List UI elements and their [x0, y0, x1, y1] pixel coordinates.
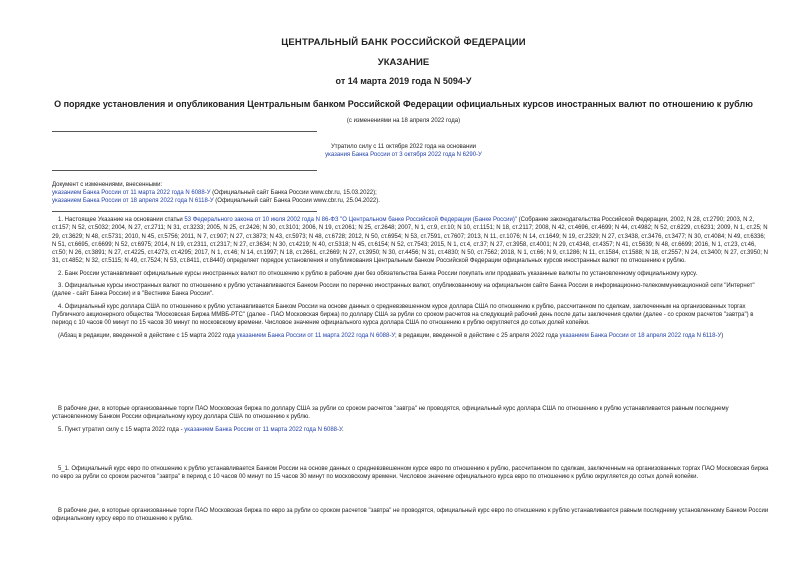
changes-item: указанием Банка России от 11 марта 2022 года N 6088-У (Официальный сайт Банка России www.cbr.ru, 15.03.2022); — [52, 190, 377, 196]
issuer-heading: ЦЕНТРАЛЬНЫЙ БАНК РОССИЙСКОЙ ФЕДЕРАЦИИ — [281, 37, 526, 48]
document-date-number: от 14 марта 2019 года N 5094-У — [335, 76, 472, 86]
status-link[interactable]: указания Банка России от 3 октября 2022 года N 6290-У — [325, 152, 482, 158]
changes-link-2[interactable]: указанием Банка России от 18 апреля 2022 года N 6118-У — [52, 198, 214, 204]
note-link-1[interactable]: указанием Банка России от 11 марта 2022 года N 6088-У — [236, 332, 396, 339]
paragraph-5-1: 5_1. Официальный курс евро по отношению к рублю устанавливается Банком России на основе данных о средневзвешенном курсе евро по отношению к рублю, рассчитанном по сделкам, заключенным на организованных торгах ПАО Московская биржа по евро за рубли со сроком расчетов "завтра" в период с 10 часов 00 минут по 15 часов 30 минут по московскому времени. Числовое значение официального курса евро по отношению к рублю округляется до сотых долей копейки. — [52, 466, 769, 481]
status-text: Утратило силу с 11 октября 2022 года на основании — [330, 144, 477, 150]
main-text-upper — [52, 216, 770, 340]
law-link[interactable]: 53 Федерального закона от 10 июля 2002 года N 86-ФЗ "О Центральном банке Российской Федерации (Банке России)" — [184, 217, 517, 223]
note-link-2[interactable]: указанием Банка России от 18 апреля 2022 года N 6118-У — [559, 332, 722, 339]
edition-note: (с изменениями на 18 апреля 2022 года) — [346, 118, 461, 124]
document-type: УКАЗАНИЕ — [377, 57, 430, 68]
main-text-lower — [52, 465, 770, 482]
document-title: О порядке установления и опубликования Центральным банком Российской Федерации официальных курсов иностранных валют по отношению к рублю — [54, 99, 753, 109]
p5-link[interactable]: указанием Банка России от 11 марта 2022 года N 6088-У — [184, 426, 343, 433]
main-text-middle — [52, 405, 770, 434]
divider-bottom — [52, 211, 317, 212]
paragraph-5: 5. Пункт утратил силу с 15 марта 2022 года - указанием Банка России от 11 марта 2022 года N 6088-У. — [58, 426, 344, 433]
changes-intro: Документ с изменениями, внесенными: — [52, 182, 163, 188]
paragraph-5-1b: В рабочие дни, в которые организованные торги ПАО Московская биржа по евро за рубли со сроком расчетов "завтра" не проводятся, официальный курс евро по отношению к рублю устанавливается равным последнему установленному Банком России официальному курсу евро по отношению к рублю. — [52, 508, 769, 523]
paragraph-4: 4. Официальный курс доллара США по отношению к рублю устанавливается Банком России на основе данных о средневзвешенном курсе доллара США по отношению к рублю, рассчитанном по сделкам, заключенным на организованных торгах Публичного акционерного общества "Московская Биржа ММВБ-РТС" (далее - ПАО Московская биржа) по доллару США за рубли со сроком расчетов на следующий рабочий день после даты заключения сделки (далее - со сроком расчетов "завтра") в период с 10 часов 00 минут по 15 часов 30 минут по московскому времени. Числовое значение официального курса доллара США по отношению к рублю округляется до сотых долей копейки. — [52, 303, 754, 327]
paragraph-4b: В рабочие дни, в которые организованные торги ПАО Московская биржа по доллару США за рубли со сроком расчетов "завтра" не проводятся, официальный курс доллара США по отношению к рублю устанавливается равным последнему установленному Банком России официальному курсу доллара США по отношению к рублю. — [52, 406, 729, 421]
changes-item: указанием Банка России от 18 апреля 2022 года N 6118-У (Официальный сайт Банка России www.cbr.ru, 25.04.2022). — [52, 198, 380, 204]
changes-block — [52, 181, 552, 205]
paragraph-3: 3. Официальные курсы иностранных валют по отношению к рублю устанавливаются Банком России по перечню иностранных валют, опубликованному на официальном сайте Банка России в информационно-телекоммуникационной сети "Интернет" (далее - сайт Банка России) и в "Вестнике Банка России". — [52, 283, 755, 298]
divider-mid — [52, 170, 317, 171]
status-block — [0, 143, 807, 159]
main-text-final — [52, 507, 770, 524]
divider-top — [52, 131, 317, 132]
paragraph-4-note: (Абзац в редакции, введенной в действие с 15 марта 2022 года указанием Банка России от 11 марта 2022 года N 6088-У; в редакции, введенной в действие с 25 апреля 2022 года указанием Банка России от 18 апреля 2022 года N 6118-У) — [58, 332, 724, 339]
changes-link-1[interactable]: указанием Банка России от 11 марта 2022 года N 6088-У — [52, 190, 211, 196]
paragraph-2: 2. Банк России устанавливает официальные курсы иностранных валют по отношению к рублю в рабочие дни без обязательства Банка России покупать или продавать указанные валюты по установленному официальному курсу. — [58, 270, 698, 277]
paragraph-1: 1. Настоящее Указание на основании статьи 53 Федерального закона от 10 июля 2002 года N 86-ФЗ "О Центральном банке Российской Федерации (Банке России)" (Собрание законодательства Российской Федерации, 2002, N 28, ст.2790; 2003, N 2, ст.157; N 52, ст.5032; 2004, N 27, ст.2711; N 31, ст.3233; 2005, N 25, ст.2426; N 30, ст.3101; 2006, N 19, ст.2061; N 25, ст.2648; 2007, N 1, ст.9, ст.10; N 10, ст.1151; N 18, ст.2117; 2008, N 42, ст.4696, ст.4699; N 44, ст.4982; N 52, ст.6229, ст.6231; 2009, N 1, ст.25; N 29, ст.3629; N 48, ст.5731; 2010, N 45, ст.5756; 2011, N 7, ст.907; N 27, ст.3873; N 43, ст.5973; N 48, ст.6728; 2012, N 50, ст.6954; N 53, ст.7591, ст.7607; 2013, N 11, ст.1076; N 14, ст.1649; N 19, ст.2329; N 27, ст.3438, ст.3476, ст.3477; N 30, ст.4084; N 49, ст.6336; N 51, ст.6695, ст.6699; N 52, ст.6975; 2014, N 19, ст.2311, ст.2317; N 27, ст.3634; N 30, ст.4219; N 40, ст.5318; N 45, ст.6154; N 52, ст.7543; 2015, N 1, ст.4, ст.37; N 27, ст.3958, ст.4001; N 29, ст.4348, ст.4357; N 41, ст.5639; N 48, ст.6699; 2016, N 1, ст.23, ст.46, ст.50; N 26, ст.3891; N 27, ст.4225, ст.4273, ст.4295; 2017, N 1, ст.46; N 14, ст.1997; N 18, ст.2661, ст.2669; N 27, ст.3950; N 30, ст.4456; N 31, ст.4830; N 50, ст.7562; 2018, N 1, ст.66; N 9, ст.1286; N 11, ст.1584, ст.1588; N 18, ст.2557; N 24, ст.3400; N 27, ст.3950; N 31, ст.4852; N 32, ст.5115; N 49, ст.7524; N 53, ст.8411, ст.8440) определяет порядок установления и опубликования Центральным банком Российской Федерации официальных курсов иностранных валют по отношению к рублю. — [52, 217, 768, 265]
